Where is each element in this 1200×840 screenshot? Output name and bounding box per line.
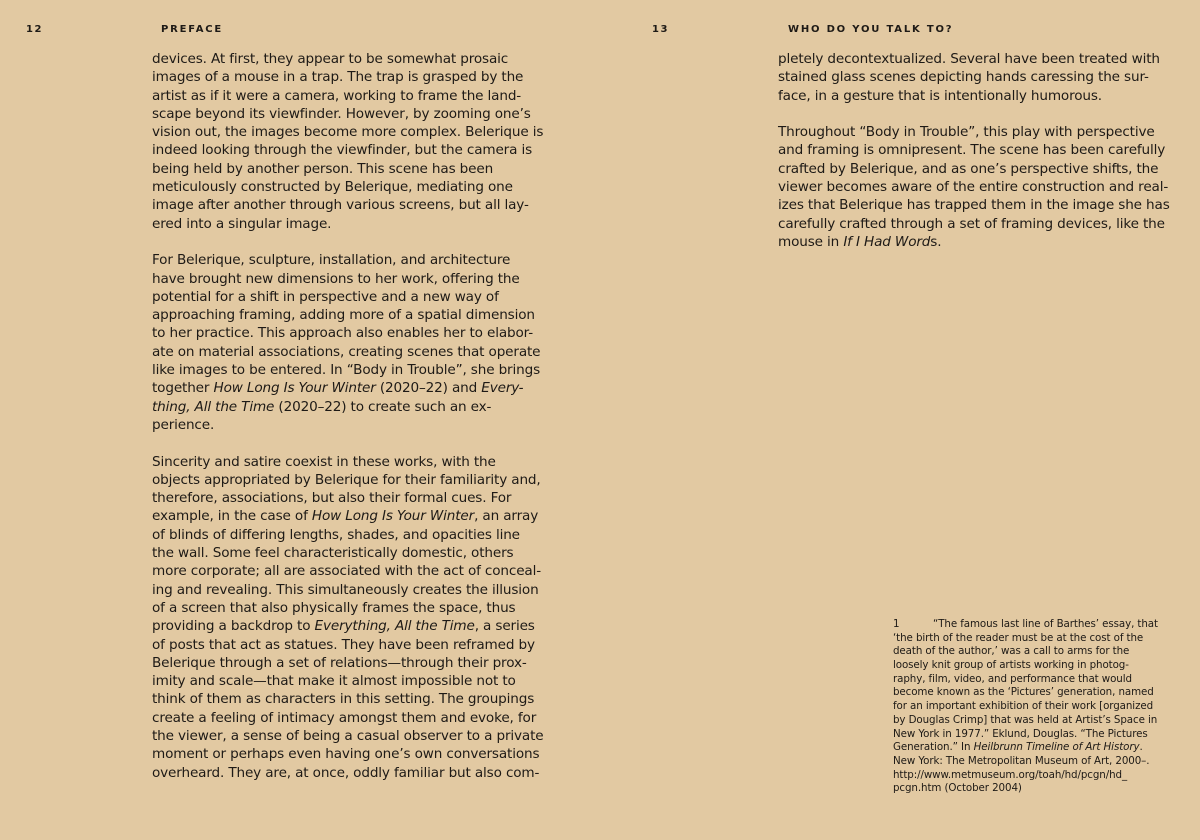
text-line: carefully crafted through a set of framing devices, like the <box>778 215 1165 232</box>
text-line: of a screen that also physically frames the space, thus <box>152 599 516 616</box>
text-line: For Belerique, sculpture, installation, and architecture <box>152 252 511 269</box>
text-line: death of the author,’ was a call to arms for the <box>893 645 1130 658</box>
text-line: overheard. They are, at once, oddly familiar but also com- <box>152 764 540 781</box>
text-line: of posts that act as statues. They have been reframed by <box>152 636 535 653</box>
text-line: become known as the ‘Pictures’ generation, named <box>893 686 1154 699</box>
text-line: Sincerity and satire coexist in these works, with the <box>152 453 496 470</box>
text-line: pletely decontextualized. Several have been treated with <box>778 51 1160 67</box>
text-line: example, in the case of How Long Is Your Winter, an array <box>152 508 539 525</box>
text-line: face, in a gesture that is intentionally humorous. <box>778 87 1102 104</box>
text-line: New York: The Metropolitan Museum of Art, 2000–. <box>893 754 1150 767</box>
text-line: viewer becomes aware of the entire construction and real- <box>778 179 1169 196</box>
text-line: pcgn.htm (October 2004) <box>893 782 1022 795</box>
text-line: crafted by Belerique, and as one’s perspective shifts, the <box>778 160 1159 177</box>
text-line: image after another through various screens, but all lay- <box>152 197 529 214</box>
artwork-title: If I Had Word <box>843 233 931 250</box>
text-line: have brought new dimensions to her work, offering the <box>152 270 520 287</box>
text-line: ‘the birth of the reader must be at the cost of the <box>893 631 1144 644</box>
text-line: by Douglas Crimp] that was held at Artist’s Space in <box>893 713 1158 726</box>
text-line: http://www.metmuseum.org/toah/hd/pcgn/hd_ <box>893 768 1127 781</box>
text-line: New York in 1977.” Eklund, Douglas. “The Pictures <box>893 727 1148 740</box>
text-line: imity and scale—that make it almost impossible not to <box>152 673 516 690</box>
text-line: the wall. Some feel characteristically domestic, others <box>152 545 514 562</box>
text-line: artist as if it were a camera, working to frame the land- <box>152 87 522 104</box>
running-head: PREFACE <box>161 24 224 35</box>
text-line: being held by another person. This scene has been <box>152 160 494 177</box>
artwork-title: Everything, All the Time <box>314 618 475 635</box>
text-line: loosely knit group of artists working in photog- <box>893 659 1129 672</box>
footnote <box>893 618 1178 796</box>
text-line: vision out, the images become more complex. Belerique is <box>152 124 544 141</box>
text-line: thing, All the Time (2020–22) to create such an ex- <box>152 398 492 415</box>
text-line: for an important exhibition of their work [organized <box>893 700 1154 713</box>
running-head: WHO DO YOU TALK TO? <box>788 24 954 35</box>
paragraph-break <box>152 233 552 251</box>
text-line: think of them as characters in this setting. The groupings <box>152 691 535 708</box>
text-line: raphy, film, video, and performance that would <box>893 672 1132 685</box>
text-line: ate on material associations, creating scenes that operate <box>152 343 541 360</box>
footnote-number: 1 <box>893 618 900 630</box>
text-line: like images to be entered. In “Body in Trouble”, she brings <box>152 362 541 379</box>
text-line: images of a mouse in a trap. The trap is grasped by the <box>152 69 524 86</box>
text-line: approaching framing, adding more of a spatial dimension <box>152 307 535 324</box>
artwork-title: How Long Is Your Winter <box>311 508 475 525</box>
text-line: scape beyond its viewfinder. However, by zooming one’s <box>152 105 531 122</box>
page-number: 13 <box>652 24 670 35</box>
text-line: meticulously constructed by Belerique, mediating one <box>152 179 513 196</box>
right-page <box>600 0 1200 840</box>
text-line: Belerique through a set of relations—through their prox- <box>152 654 527 671</box>
text-line: more corporate; all are associated with the act of conceal- <box>152 563 541 580</box>
text-line: create a feeling of intimacy amongst them and evoke, for <box>152 709 537 726</box>
artwork-title: How Long Is Your Winter <box>213 380 376 397</box>
text-line: providing a backdrop to Everything, All the Time, a series <box>152 618 535 635</box>
text-line: potential for a shift in perspective and a new way of <box>152 288 499 305</box>
text-line: and framing is omnipresent. The scene has been carefully <box>778 142 1166 159</box>
text-line: mouse in If I Had Words. <box>778 233 942 250</box>
text-line: Throughout “Body in Trouble”, this play with perspective <box>778 124 1155 141</box>
body-text <box>152 50 552 782</box>
footnote-text <box>893 618 1178 796</box>
text-line: izes that Belerique has trapped them in the image she has <box>778 197 1170 214</box>
text-line: ing and revealing. This simultaneously creates the illusion <box>152 581 539 598</box>
page-number: 12 <box>26 24 44 35</box>
text-line: of blinds of differing lengths, shades, and opacities line <box>152 526 520 543</box>
artwork-title: thing, All the Time <box>152 398 275 415</box>
text-line: perience. <box>152 416 215 433</box>
text-line: indeed looking through the viewfinder, but the camera is <box>152 142 533 159</box>
text-line: together How Long Is Your Winter (2020–22) and Every- <box>152 380 524 397</box>
artwork-title: Every- <box>481 380 524 397</box>
text-line: Generation.” In Heilbrunn Timeline of Art History. <box>893 741 1143 754</box>
paragraph-break <box>152 434 552 452</box>
text-line: objects appropriated by Belerique for their familiarity and, <box>152 471 541 488</box>
text-line: the viewer, a sense of being a casual observer to a private <box>152 727 544 744</box>
artwork-title: Heilbrunn Timeline of Art History <box>973 741 1140 754</box>
paragraph-break <box>778 105 1178 123</box>
text-line: therefore, associations, but also their formal cues. For <box>152 490 512 507</box>
text-line: devices. At first, they appear to be somewhat prosaic <box>152 51 509 67</box>
text-line: moment or perhaps even having one’s own conversations <box>152 746 540 763</box>
text-line: 1 “The famous last line of Barthes’ essay, that <box>893 618 1158 630</box>
text-line: stained glass scenes depicting hands caressing the sur- <box>778 69 1149 86</box>
text-line: to her practice. This approach also enables her to elabor- <box>152 325 534 342</box>
body-text <box>778 50 1178 251</box>
text-line: ered into a singular image. <box>152 215 332 232</box>
